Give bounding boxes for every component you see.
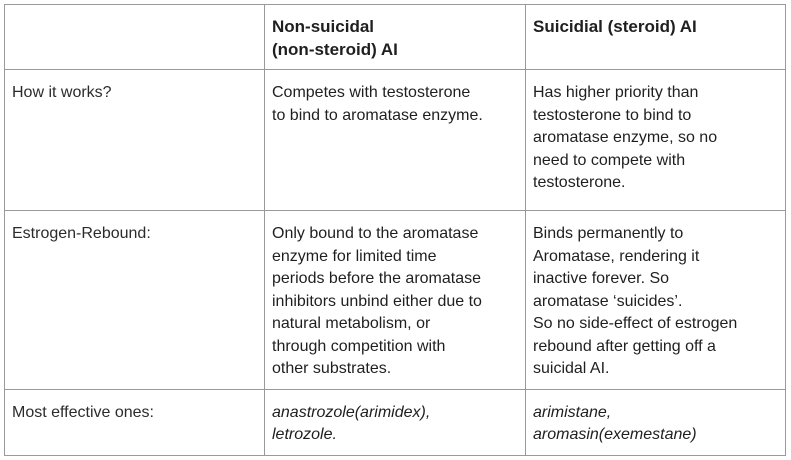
cell-line: other substrates. — [272, 360, 392, 377]
cell-line: letrozole. — [272, 426, 337, 443]
cell-line: testosterone. — [533, 174, 626, 191]
cell-suicidal — [526, 70, 786, 211]
cell-non-suicidal — [265, 211, 526, 390]
header-cell-non-suicidal — [265, 5, 526, 70]
cell-line: Has higher priority than — [533, 84, 699, 101]
cell-line: aromatase ‘suicides’. — [533, 292, 683, 310]
cell-line: enzyme for limited time — [272, 247, 437, 265]
cell-line: to bind to aromatase enzyme. — [272, 106, 483, 124]
cell-line: inhibitors unbind either due to — [272, 292, 482, 310]
row-label-text: Estrogen-Rebound: — [12, 225, 151, 242]
cell-line: aromatase enzyme, so no — [533, 129, 718, 146]
cell-non-suicidal — [265, 70, 526, 211]
cell-line: rebound after getting off a — [533, 337, 716, 355]
header-line: Suicidial (steroid) AI — [533, 17, 697, 36]
row-label — [5, 211, 265, 390]
header-cell-suicidal — [526, 5, 786, 70]
header-cell-empty — [5, 5, 265, 70]
cell-line: Aromatase, rendering it — [533, 247, 700, 265]
cell-line: natural metabolism, or — [272, 315, 431, 332]
cell-line: suicidal AI. — [533, 360, 610, 377]
cell-line: periods before the aromatase — [272, 270, 482, 287]
cell-line: Competes with testosterone — [272, 84, 471, 101]
cell-line: aromasin(exemestane) — [533, 426, 697, 443]
comparison-table — [4, 4, 786, 456]
header-line: Non-suicidal — [272, 17, 375, 36]
row-label-text: Most effective ones: — [12, 403, 154, 421]
cell-non-suicidal — [265, 389, 526, 455]
cell-suicidal — [526, 211, 786, 390]
cell-line: inactive forever. So — [533, 270, 670, 287]
cell-line: need to compete with — [533, 151, 686, 169]
row-label — [5, 70, 265, 211]
table-row — [5, 389, 786, 455]
cell-line: Only bound to the aromatase — [272, 225, 479, 242]
header-row — [5, 5, 786, 70]
header-line: (non-steroid) AI — [272, 40, 398, 59]
cell-suicidal — [526, 389, 786, 455]
cell-line: anastrozole(arimidex), — [272, 403, 431, 421]
table-row — [5, 211, 786, 390]
cell-line: through competition with — [272, 337, 446, 355]
cell-line: testosterone to bind to — [533, 106, 692, 124]
row-label — [5, 389, 265, 455]
cell-line: arimistane, — [533, 403, 612, 421]
cell-line: So no side-effect of estrogen — [533, 315, 738, 332]
cell-line: Binds permanently to — [533, 225, 684, 242]
table-row — [5, 70, 786, 211]
row-label-text: How it works? — [12, 84, 112, 101]
